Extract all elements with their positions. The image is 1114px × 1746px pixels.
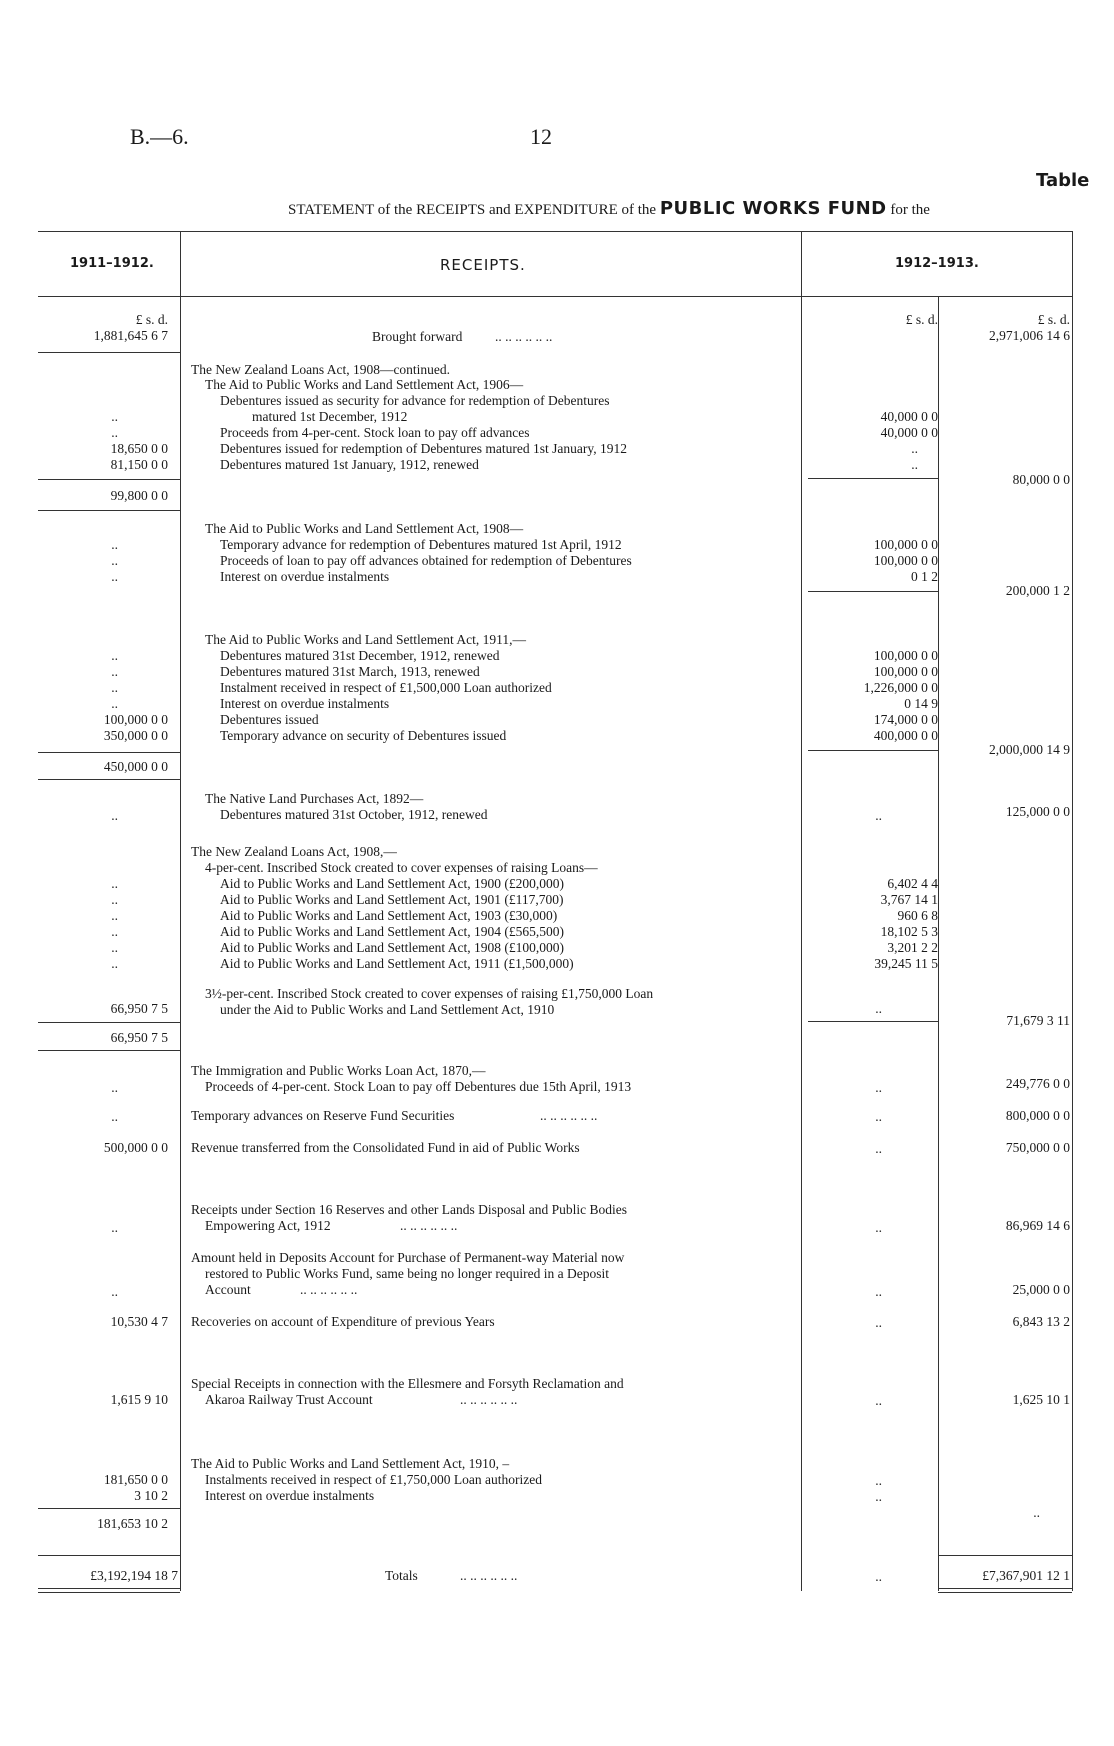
act-1908-left-dots2: .. <box>111 553 118 568</box>
lsd-header-left: £ s. d. <box>135 312 168 327</box>
act-1910-left-total: 181,653 10 2 <box>97 1516 168 1531</box>
act-1911-left-dots2: .. <box>111 664 118 679</box>
nz-loans-line1: Aid to Public Works and Land Settlement Act, 1900 (£200,000) <box>220 876 564 891</box>
immigration-inner-dots: .. <box>875 1080 882 1095</box>
nz-loans-left-dots5: .. <box>111 940 118 955</box>
totals-label: Totals <box>385 1568 418 1583</box>
temporary-total: 800,000 0 0 <box>1005 1108 1070 1123</box>
nz-loans-value3: 960 6 8 <box>897 908 938 923</box>
act-1906-dots4: .. <box>911 457 918 472</box>
nz-loans-sub2a: 3½-per-cent. Inscribed Stock created to cover expenses of raising £1,750,000 Loan <box>205 986 654 1001</box>
immigration-title: The Immigration and Public Works Loan Act, 1870,— <box>191 1063 486 1078</box>
nz-loans-sub: 4-per-cent. Inscribed Stock created to cover expenses of raising Loans— <box>205 860 598 875</box>
recoveries-left: 10,530 4 7 <box>110 1314 168 1329</box>
act-1906-left-dots2: .. <box>111 425 118 440</box>
immigration-total: 249,776 0 0 <box>1005 1076 1070 1091</box>
act-1908-left-dots3: .. <box>111 569 118 584</box>
brought-forward-right: 2,971,006 14 6 <box>989 328 1070 343</box>
leader-dots: .. .. .. .. .. .. <box>300 1282 358 1297</box>
act-1906-dots3: .. <box>911 441 918 456</box>
brought-forward-label: Brought forward <box>372 329 463 344</box>
act-1911-value4: 0 14 9 <box>904 696 938 711</box>
deposits-left-dots: .. <box>111 1284 118 1299</box>
revenue-left: 500,000 0 0 <box>103 1140 168 1155</box>
act-1910-line1: Instalments received in respect of £1,750,000 Loan authorized <box>205 1472 543 1487</box>
act-1911-line4: Interest on overdue instalments <box>220 696 390 711</box>
nz-loans-inner-dots7: .. <box>875 1001 882 1016</box>
totals-inner-dots: .. <box>875 1569 882 1584</box>
nz-loans-left-dots1: .. <box>111 876 118 891</box>
nz-loans-left7: 66,950 7 5 <box>110 1001 168 1016</box>
deposits-line3: Account <box>205 1282 251 1297</box>
act-1911-line1: Debentures matured 31st December, 1912, renewed <box>220 648 500 663</box>
revenue-inner-dots: .. <box>875 1141 882 1156</box>
nz-loans-title: The New Zealand Loans Act, 1908,— <box>191 844 397 859</box>
statement-fund: PUBLIC WORKS FUND <box>659 198 887 219</box>
act-1906-value1: 40,000 0 0 <box>880 409 938 424</box>
section16-total: 86,969 14 6 <box>1005 1218 1070 1233</box>
temporary-inner-dots: .. <box>875 1109 882 1124</box>
nz-loans-line4: Aid to Public Works and Land Settlement Act, 1904 (£565,500) <box>220 924 564 939</box>
immigration-left-dots: .. <box>111 1080 118 1095</box>
act-1910-outer-dots: .. <box>1033 1505 1040 1520</box>
section16-left-dots: .. <box>111 1220 118 1235</box>
act-1910-inner-dots2: .. <box>875 1489 882 1504</box>
deposits-line2: restored to Public Works Fund, same being no longer required in a Deposit <box>205 1266 609 1281</box>
act-1911-left-dots1: .. <box>111 648 118 663</box>
nz-loans-sub2b: under the Aid to Public Works and Land Settlement Act, 1910 <box>220 1002 555 1017</box>
nz-loans-value5: 3,201 2 2 <box>887 940 938 955</box>
deposits-inner-dots: .. <box>875 1284 882 1299</box>
act-1910-left1: 181,650 0 0 <box>103 1472 168 1487</box>
act-1911-left-dots4: .. <box>111 696 118 711</box>
act-1911-value6: 400,000 0 0 <box>873 728 938 743</box>
nz-loans-line5: Aid to Public Works and Land Settlement Act, 1908 (£100,000) <box>220 940 564 955</box>
nz-loans-value6: 39,245 11 5 <box>874 956 938 971</box>
nz-loans-left-dots6: .. <box>111 956 118 971</box>
nz-loans-left-dots4: .. <box>111 924 118 939</box>
act-1906-left-total: 99,800 0 0 <box>110 488 168 503</box>
native-land-left-dots: .. <box>111 808 118 823</box>
temporary-left-dots: .. <box>111 1109 118 1124</box>
act-1908-line2: Proceeds of loan to pay off advances obtained for redemption of Debentures <box>220 553 632 568</box>
statement-prefix: STATEMENT of the RECEIPTS and EXPENDITURE of the <box>288 202 657 218</box>
act-1906-line3: Debentures issued for redemption of Debentures matured 1st January, 1912 <box>220 441 628 456</box>
act-1908-value2: 100,000 0 0 <box>873 553 938 568</box>
native-land-total: 125,000 0 0 <box>1005 804 1070 819</box>
act-1906-total: 80,000 0 0 <box>1012 472 1070 487</box>
nz-loans-left-dots3: .. <box>111 908 118 923</box>
act-1911-line3: Instalment received in respect of £1,500,000 Loan authorized <box>220 680 552 695</box>
recoveries-total: 6,843 13 2 <box>1012 1314 1070 1329</box>
leader-dots: .. .. .. .. .. .. <box>460 1392 518 1407</box>
totals-right: £7,367,901 12 1 <box>982 1568 1070 1583</box>
act-1908-value1: 100,000 0 0 <box>873 537 938 552</box>
totals-left: £3,192,194 18 7 <box>90 1568 178 1583</box>
act-1906-left3: 18,650 0 0 <box>110 441 168 456</box>
act-1911-title: The Aid to Public Works and Land Settlement Act, 1911,— <box>205 632 527 647</box>
nz-loans-line6: Aid to Public Works and Land Settlement Act, 1911 (£1,500,000) <box>220 956 574 971</box>
nz-loans-line3: Aid to Public Works and Land Settlement Act, 1903 (£30,000) <box>220 908 558 923</box>
act-1906-line1b: matured 1st December, 1912 <box>252 409 408 424</box>
act-1906-value2: 40,000 0 0 <box>880 425 938 440</box>
act-1911-left5: 100,000 0 0 <box>103 712 168 727</box>
act-1906-line2: Proceeds from 4-per-cent. Stock loan to pay off advances <box>220 425 530 440</box>
nz-loans-line2: Aid to Public Works and Land Settlement Act, 1901 (£117,700) <box>220 892 564 907</box>
act-1910-line2: Interest on overdue instalments <box>205 1488 375 1503</box>
native-land-inner-dots: .. <box>875 808 882 823</box>
nz-loans-value1: 6,402 4 4 <box>887 876 938 891</box>
nz-loans-left-dots2: .. <box>111 892 118 907</box>
act-1911-left-total: 450,000 0 0 <box>103 759 168 774</box>
column-header-1911-1912: 1911–1912. <box>70 256 154 271</box>
act-1906-line1: Debentures issued as security for advance for redemption of Debentures <box>220 393 610 408</box>
statement-suffix: for the <box>890 202 930 218</box>
nz-loans-continued-heading: The New Zealand Loans Act, 1908—continued. <box>191 362 451 377</box>
act-1911-line2: Debentures matured 31st March, 1913, renewed <box>220 664 480 679</box>
nz-loans-total: 71,679 3 11 <box>1006 1013 1070 1028</box>
act-1910-left2: 3 10 2 <box>134 1488 168 1503</box>
special-line1: Special Receipts in connection with the Ellesmere and Forsyth Reclamation and <box>191 1376 624 1391</box>
act-1906-title: The Aid to Public Works and Land Settlement Act, 1906— <box>205 377 524 392</box>
act-1910-inner-dots1: .. <box>875 1473 882 1488</box>
act-1911-total: 2,000,000 14 9 <box>989 742 1070 757</box>
act-1911-value2: 100,000 0 0 <box>873 664 938 679</box>
recoveries-inner-dots: .. <box>875 1315 882 1330</box>
act-1908-line1: Temporary advance for redemption of Debentures matured 1st April, 1912 <box>220 537 622 552</box>
act-1911-value5: 174,000 0 0 <box>873 712 938 727</box>
act-1908-title: The Aid to Public Works and Land Settlement Act, 1908— <box>205 521 524 536</box>
recoveries-label: Recoveries on account of Expenditure of previous Years <box>191 1314 495 1329</box>
leader-dots: .. .. .. .. .. .. <box>400 1218 458 1233</box>
leader-dots: .. .. .. .. .. .. <box>540 1108 598 1123</box>
act-1908-value3: 0 1 2 <box>911 569 938 584</box>
lsd-header-outer: £ s. d. <box>1037 312 1070 327</box>
table-label: Table <box>1036 170 1090 191</box>
act-1908-left-dots1: .. <box>111 537 118 552</box>
section16-line1: Receipts under Section 16 Reserves and other Lands Disposal and Public Bodies <box>191 1202 628 1217</box>
act-1906-left-dots1: .. <box>111 409 118 424</box>
act-1906-left4: 81,150 0 0 <box>110 457 168 472</box>
special-total: 1,625 10 1 <box>1012 1392 1070 1407</box>
nz-loans-value4: 18,102 5 3 <box>880 924 938 939</box>
section16-line2: Empowering Act, 1912 <box>205 1218 331 1233</box>
act-1911-value3: 1,226,000 0 0 <box>863 680 938 695</box>
act-1908-total: 200,000 1 2 <box>1005 583 1070 598</box>
nz-loans-left-total: 66,950 7 5 <box>110 1030 168 1045</box>
revenue-label: Revenue transferred from the Consolidated Fund in aid of Public Works <box>191 1140 580 1155</box>
column-header-receipts: RECEIPTS. <box>440 256 526 274</box>
document-reference: B.—6. <box>130 124 189 149</box>
column-header-1912-1913: 1912–1913. <box>895 256 979 271</box>
nz-loans-value2: 3,767 14 1 <box>880 892 938 907</box>
act-1911-left6: 350,000 0 0 <box>103 728 168 743</box>
lsd-header-inner: £ s. d. <box>905 312 938 327</box>
special-left: 1,615 9 10 <box>110 1392 168 1407</box>
act-1906-line4: Debentures matured 1st January, 1912, renewed <box>220 457 479 472</box>
act-1911-line5: Debentures issued <box>220 712 319 727</box>
act-1911-value1: 100,000 0 0 <box>873 648 938 663</box>
act-1908-line3: Interest on overdue instalments <box>220 569 390 584</box>
native-land-title: The Native Land Purchases Act, 1892— <box>205 791 424 806</box>
leader-dots: .. .. .. .. .. .. <box>495 329 553 344</box>
act-1910-title: The Aid to Public Works and Land Settlement Act, 1910, – <box>191 1456 510 1471</box>
special-line2: Akaroa Railway Trust Account <box>205 1392 373 1407</box>
immigration-line1: Proceeds of 4-per-cent. Stock Loan to pay off Debentures due 15th April, 1913 <box>205 1079 632 1094</box>
revenue-total: 750,000 0 0 <box>1005 1140 1070 1155</box>
act-1911-line6: Temporary advance on security of Debentures issued <box>220 728 507 743</box>
deposits-total: 25,000 0 0 <box>1012 1282 1070 1297</box>
section16-inner-dots: .. <box>875 1220 882 1235</box>
statement-title <box>288 198 930 219</box>
page-number: 12 <box>530 124 552 149</box>
deposits-line1: Amount held in Deposits Account for Purchase of Permanent-way Material now <box>191 1250 625 1265</box>
brought-forward-left: 1,881,645 6 7 <box>93 328 168 343</box>
temporary-label: Temporary advances on Reserve Fund Securities <box>191 1108 455 1123</box>
native-land-line1: Debentures matured 31st October, 1912, renewed <box>220 807 488 822</box>
special-inner-dots: .. <box>875 1393 882 1408</box>
leader-dots: .. .. .. .. .. .. <box>460 1568 518 1583</box>
act-1911-left-dots3: .. <box>111 680 118 695</box>
